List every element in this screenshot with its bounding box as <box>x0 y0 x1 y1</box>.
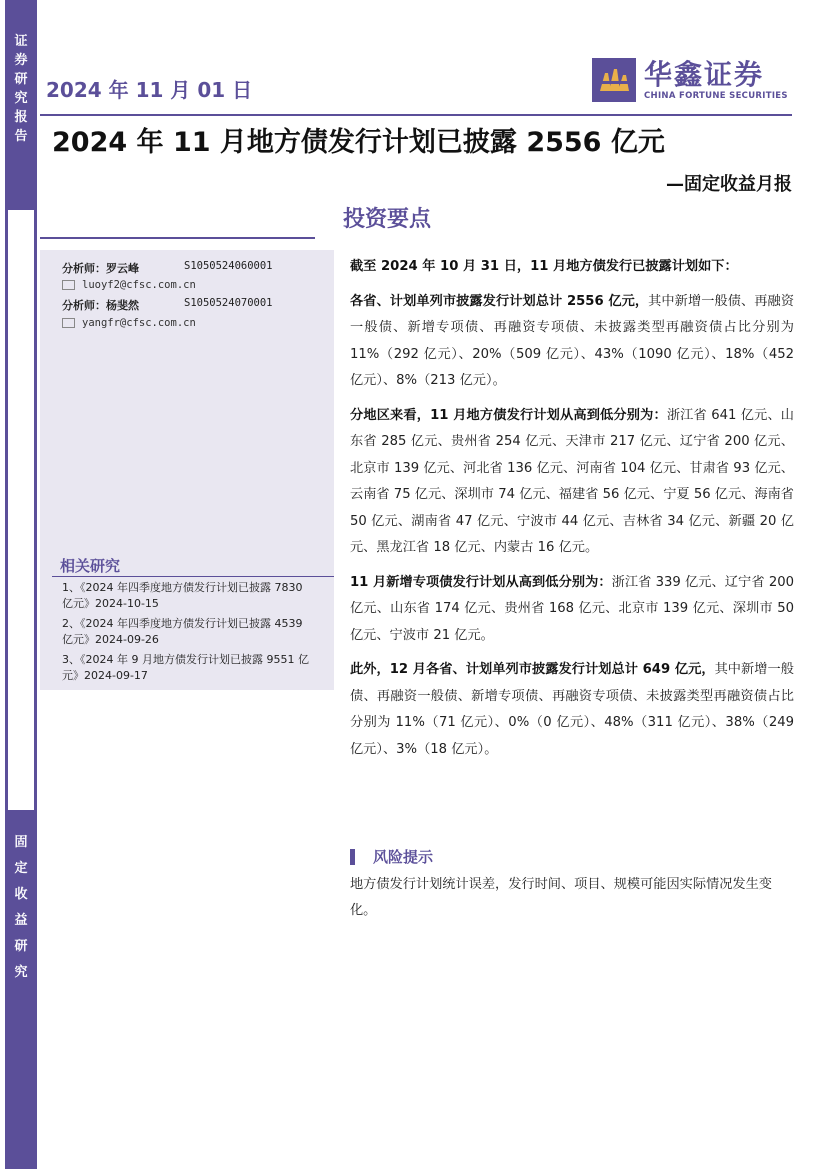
sidebar-top-label <box>5 32 37 146</box>
sidebar-char: 究 <box>14 91 28 106</box>
risk-marker-icon <box>350 849 355 865</box>
sidebar-char: 研 <box>14 72 28 87</box>
paragraph-text: 浙江省 641 亿元、山东省 285 亿元、贵州省 254 亿元、天津市 217 亿元、辽宁省 200 亿元、北京市 139 亿元、河北省 136 亿元、河南省 104 亿元、甘肃省 93 亿元、云南省 75 亿元、深圳市 74 亿元、福建省 56 亿元、宁夏 56 亿元、海南省 50 亿元、湖南省 47 亿元、宁波市 44 亿元、吉林省 34 亿元、新疆 20 亿元、黑龙江省 18 亿元、内蒙古 16 亿元。 <box>350 407 794 555</box>
paragraph-text: 其中新增一般债、再融资一般债、新增专项债、再融资专项债、未披露类型再融资债占比分别为 11%（292 亿元）、20%（509 亿元）、43%（1090 亿元）、18%（452 亿元）、8%（213 亿元）。 <box>350 293 795 388</box>
analyst-name: 分析师：罗云峰 <box>62 262 139 275</box>
report-date: 2024 年 11 月 01 日 <box>46 78 253 102</box>
paragraph-lead: 分地区来看，11 月地方债发行计划从高到低分别为： <box>350 407 667 423</box>
paragraph-text: 浙江省 339 亿元、辽宁省 200 亿元、山东省 174 亿元、贵州省 168 亿元、北京市 139 亿元、深圳市 50 亿元、宁波市 21 亿元。 <box>350 574 794 643</box>
paragraph <box>350 657 794 763</box>
sidebar-char: 究 <box>14 965 28 980</box>
logo-chinese-name: 华鑫证券 <box>644 58 765 91</box>
related-item[interactable]: 2、《2024 年四季度地方债发行计划已披露 4539 亿元》2024-09-26 <box>62 617 303 646</box>
sidebar-char: 固 <box>14 835 28 850</box>
logo-english-name: CHINA FORTUNE SECURITIES <box>644 91 788 101</box>
mail-icon <box>62 280 75 290</box>
related-item[interactable]: 3、《2024 年 9 月地方债发行计划已披露 9551 亿元》2024-09-17 <box>62 653 309 682</box>
paragraph <box>350 403 794 562</box>
paragraph <box>350 570 794 650</box>
analyst-cert: S1050524060001 <box>184 260 273 272</box>
analyst-row <box>62 297 273 313</box>
sidebar-char: 收 <box>14 887 28 902</box>
related-item[interactable]: 1、《2024 年四季度地方债发行计划已披露 7830 亿元》2024-10-15 <box>62 581 303 610</box>
sidebar-char: 券 <box>14 53 28 68</box>
analyst-row <box>62 260 273 276</box>
sidebar-char: 研 <box>14 939 28 954</box>
paragraph-lead: 截至 2024 年 10 月 31 日，11 月地方债发行已披露计划如下： <box>350 259 738 274</box>
analyst-name: 分析师：杨斐然 <box>62 299 139 312</box>
mail-icon <box>62 318 75 328</box>
analyst-email[interactable]: luoyf2@cfsc.com.cn <box>82 279 196 291</box>
risk-title: 风险提示 <box>373 848 434 866</box>
sidebar-bottom-label <box>5 830 37 986</box>
analyst-email-row <box>62 279 196 291</box>
section-title: 投资要点 <box>343 207 432 232</box>
analyst-email[interactable]: yangfr@cfsc.com.cn <box>82 317 196 329</box>
key-points-body <box>350 254 794 771</box>
company-logo <box>592 58 788 102</box>
paragraph-lead: 此外，12 月各省、计划单列市披露发行计划总计 649 亿元， <box>350 662 715 677</box>
paragraph-text: 其中新增一般债、再融资一般债、新增专项债、再融资专项债、未披露类型再融资债占比分别为 11%（71 亿元）、0%（0 亿元）、48%（311 亿元）、38%（249 亿元）、3%（18 亿元）。 <box>350 662 794 757</box>
sidebar-char: 证 <box>14 34 28 49</box>
paragraph <box>350 289 794 395</box>
related-research-list <box>62 580 312 688</box>
related-research-title: 相关研究 <box>60 557 121 575</box>
risk-header <box>350 846 433 867</box>
paragraph-lead: 11 月新增专项债发行计划从高到低分别为： <box>350 574 612 590</box>
header-divider <box>40 114 792 116</box>
report-title: 2024 年 11 月地方债发行计划已披露 2556 亿元 <box>52 127 665 158</box>
paragraph-lead: 各省、计划单列市披露发行计划总计 2556 亿元， <box>350 293 649 309</box>
analyst-cert: S1050524070001 <box>184 297 273 309</box>
sidebar-char: 告 <box>14 129 28 144</box>
sidebar-char: 定 <box>14 861 28 876</box>
paragraph <box>350 254 794 281</box>
sidebar-gap <box>8 210 34 810</box>
section-divider <box>40 237 315 239</box>
logo-mark-icon <box>592 58 636 102</box>
sidebar-char: 益 <box>14 913 28 928</box>
risk-text: 地方债发行计划统计误差，发行时间、项目、规模可能因实际情况发生变化。 <box>350 877 772 918</box>
analyst-email-row <box>62 317 196 329</box>
related-divider <box>52 576 334 577</box>
sidebar-char: 报 <box>14 110 28 125</box>
report-subtitle: —固定收益月报 <box>666 174 792 195</box>
